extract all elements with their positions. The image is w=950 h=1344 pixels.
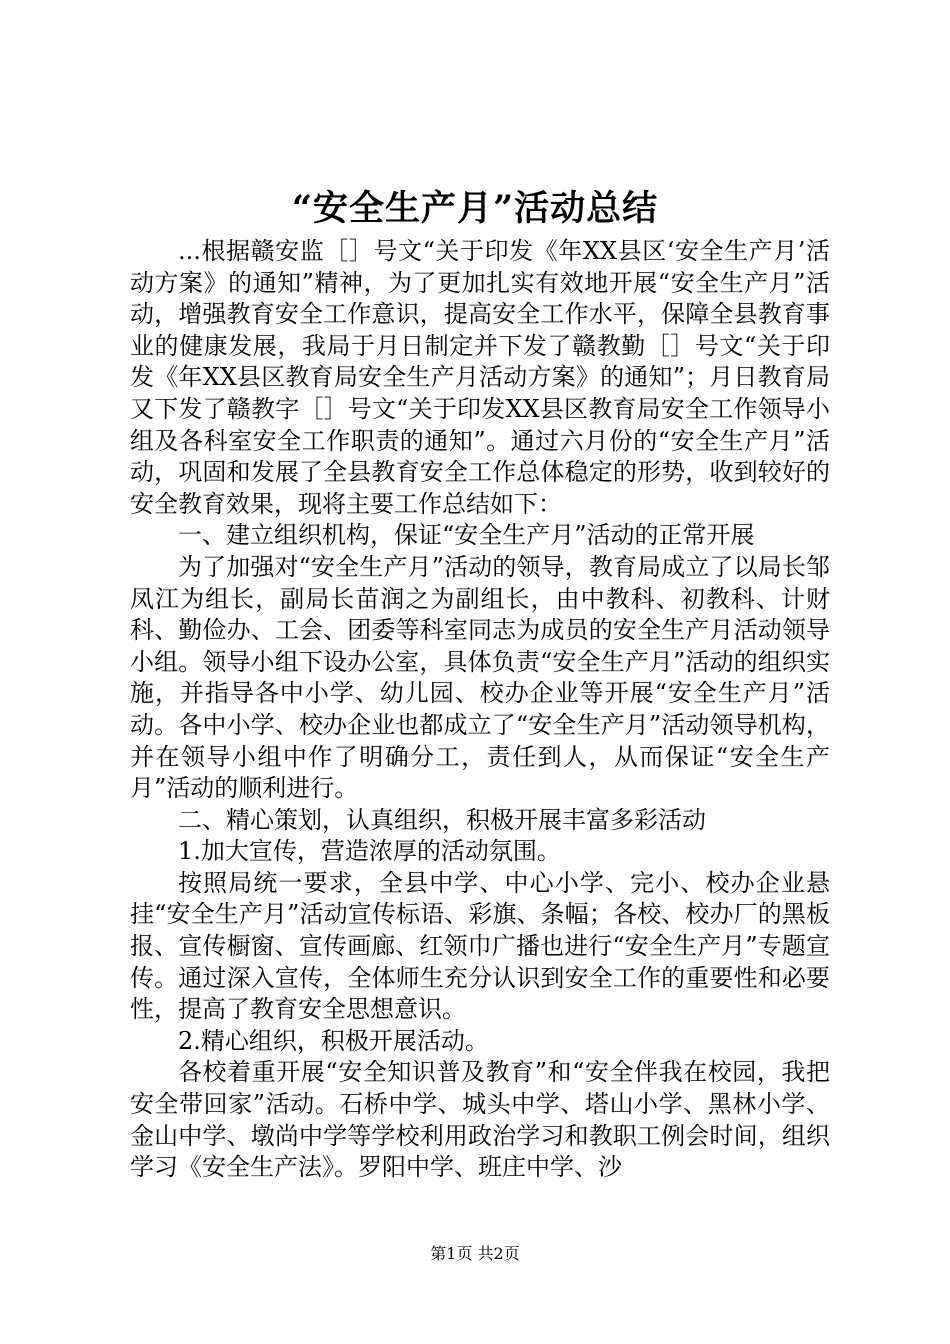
- paragraph-organization: 为了加强对“安全生产月”活动的领导，教育局成立了以局长邹凤江为组长，副局长苗润之为副组长，由中教科、初教科、计财科、勤俭办、工会、团委等科室同志为成员的安全生产月活动领导小组。领导小组下设办公室，具体负责“安全生产月”活动的组织实施，并指导各中小学、幼儿园、校办企业等开展“安全生产月”活动。各中小学、校办企业也都成立了“安全生产月”活动领导机构，并在领导小组中作了明确分工，责任到人，从而保证“安全生产月”活动的顺利进行。: [130, 552, 830, 803]
- paragraph-intro: ...根据赣安监［］号文“关于印发《年XX县区‘安全生产月’活动方案》的通知”精神，为了更加扎实有效地开展“安全生产月”活动，增强教育安全工作意识，提高安全工作水平，保障全县教育事业的健康发展，我局于月日制定并下发了赣教勤［］号文“关于印发《年XX县区教育局安全生产月活动方案》的通知”；月日教育局又下发了赣教字［］号文“关于印发XX县区教育局安全工作领导小组及各科室安全工作职责的通知”。通过六月份的“安全生产月”活动，巩固和发展了全县教育安全工作总体稳定的形势，收到较好的安全教育效果，现将主要工作总结如下：: [130, 237, 830, 518]
- page-footer: 第1页 共2页: [430, 1244, 520, 1263]
- subheading-activities: 2.精心组织，积极开展活动。: [178, 1026, 489, 1055]
- subheading-publicity: 1.加大宣传，营造浓厚的活动氛围。: [178, 837, 561, 866]
- document-body: [130, 236, 830, 1184]
- paragraph-publicity: 按照局统一要求，全县中学、中心小学、完小、校办企业悬挂“安全生产月”活动宣传标语、彩旗、条幅；各校、校办厂的黑板报、宣传橱窗、宣传画廊、红领巾广播也进行“安全生产月”专题宣传。通过深入宣传，全体师生充分认识到安全工作的重要性和必要性，提高了教育安全思想意识。: [130, 868, 830, 1024]
- paragraph-activities: 各校着重开展“安全知识普及教育”和“安全伴我在校园，我把安全带回家”活动。石桥中学、城头中学、塔山小学、黑林小学、金山中学、墩尚中学等学校利用政治学习和教职工例会时间，组织学习《安全生产法》。罗阳中学、班庄中学、沙: [130, 1058, 830, 1182]
- document-title: “安全生产月”活动总结: [291, 188, 659, 229]
- heading-section-1: 一、建立组织机构，保证“安全生产月”活动的正常开展: [178, 521, 755, 550]
- heading-section-2: 二、精心策划，认真组织，积极开展丰富多彩活动: [178, 805, 706, 834]
